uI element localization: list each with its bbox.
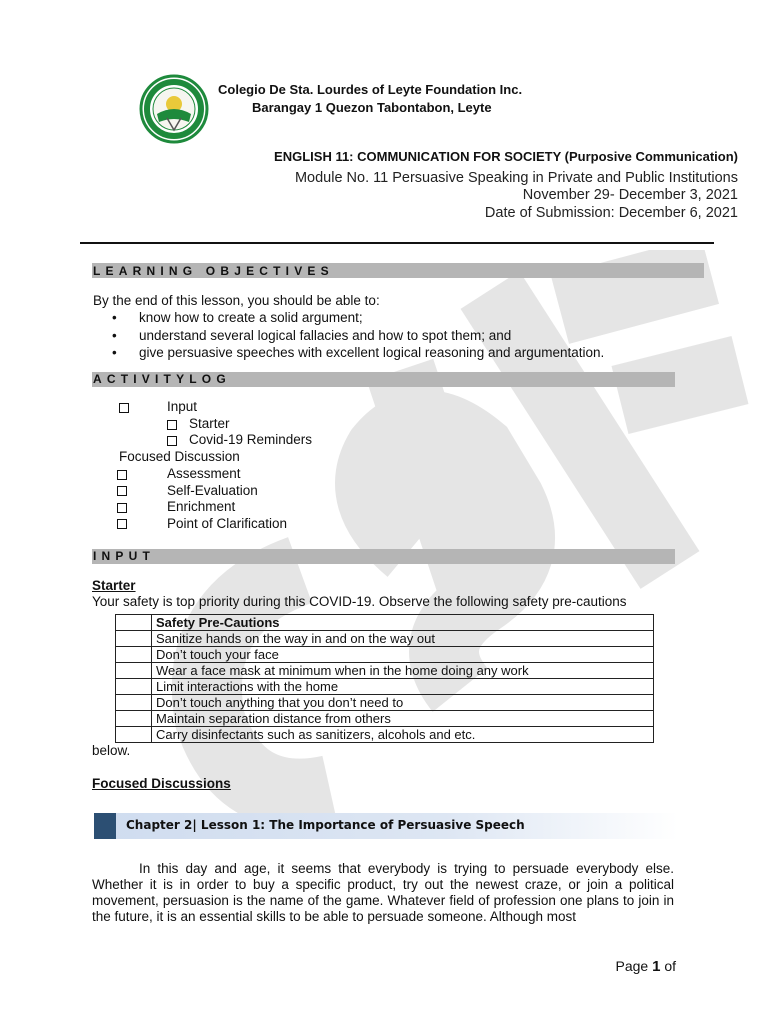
checkbox-covid-reminders[interactable]: [167, 434, 177, 449]
table-header-cell: Safety Pre-Cautions: [152, 615, 654, 631]
activity-sub-item: Covid-19 Reminders: [189, 432, 313, 447]
activity-item: Assessment: [167, 466, 241, 481]
table-row: [116, 647, 654, 663]
table-row: [116, 711, 654, 727]
table-header-row: [116, 615, 654, 631]
checkbox-point-of-clarification[interactable]: [117, 517, 127, 532]
checkbox-assessment[interactable]: [117, 468, 127, 483]
objectives-intro: By the end of this lesson, you should be able to:: [93, 293, 380, 308]
starter-text: Your safety is top priority during this COVID-19. Observe the following safety pre-cautions: [92, 594, 627, 609]
starter-heading: Starter: [92, 578, 136, 593]
safety-precautions-table: [115, 614, 654, 743]
table-cell: Don’t touch your face: [152, 647, 654, 663]
header-divider: [80, 242, 714, 244]
objective-item: • know how to create a solid argument;: [112, 310, 363, 325]
page-number: Page 1 of: [615, 958, 676, 975]
table-row: [116, 679, 654, 695]
school-address: Barangay 1 Quezon Tabontabon, Leyte: [252, 100, 492, 115]
activity-item: Enrichment: [167, 499, 236, 514]
checkbox-input[interactable]: [119, 401, 129, 416]
below-text: below.: [92, 743, 131, 758]
date-range: November 29- December 3, 2021: [522, 187, 738, 203]
table-cell: Maintain separation distance from others: [152, 711, 654, 727]
checkbox-self-evaluation[interactable]: [117, 484, 127, 499]
table-row: [116, 727, 654, 743]
submission-date: Date of Submission: December 6, 2021: [484, 205, 738, 221]
checkbox-enrichment[interactable]: [117, 501, 127, 516]
objective-item: • give persuasive speeches with excellent logical reasoning and argumentation.: [112, 345, 605, 360]
input-section-bar: [92, 549, 675, 564]
learning-objectives-title: LEARNING OBJECTIVES: [93, 264, 334, 278]
table-cell: Wear a face mask at minimum when in the home doing any work: [152, 663, 654, 679]
activity-log-title: ACTIVITYLOG: [93, 372, 231, 386]
checkbox-starter[interactable]: [167, 418, 177, 433]
body-paragraph: In this day and age, it seems that everybody is trying to persuade everybody else. Whether it is in order to buy a specific product, try out the newest craze, or join a political movement, persuasion is the name of the game. Whatever field of profession one plans to join in the future, it is an essential skills to be able to persuade someone. Although most: [92, 861, 674, 924]
table-row: [116, 663, 654, 679]
focused-discussions-heading: Focused Discussions: [92, 776, 231, 791]
chapter-title: Chapter 2| Lesson 1: The Importance of Persuasive Speech: [126, 818, 525, 832]
activity-input-label: Input: [167, 399, 198, 414]
activity-item: Point of Clarification: [167, 516, 288, 531]
course-title: ENGLISH 11: COMMUNICATION FOR SOCIETY (Purposive Communication): [274, 149, 738, 164]
table-cell: Sanitize hands on the way in and on the way out: [152, 631, 654, 647]
school-name: Colegio De Sta. Lourdes of Leyte Foundation Inc.: [218, 82, 523, 97]
table-cell: Limit interactions with the home: [152, 679, 654, 695]
focused-discussion-label: Focused Discussion: [119, 449, 240, 464]
table-row: [116, 631, 654, 647]
module-line: Module No. 11 Persuasive Speaking in Private and Public Institutions: [294, 170, 738, 186]
table-row: [116, 695, 654, 711]
activity-sub-item: Starter: [189, 416, 230, 431]
input-section-title: INPUT: [93, 549, 155, 563]
activity-item: Self-Evaluation: [167, 483, 258, 498]
chapter-banner-accent: [94, 813, 116, 839]
school-logo: [139, 74, 209, 144]
table-cell: Don’t touch anything that you don’t need to: [152, 695, 654, 711]
table-cell: Carry disinfectants such as sanitizers, alcohols and etc.: [152, 727, 654, 743]
objective-item: • understand several logical fallacies and how to spot them; and: [112, 328, 512, 343]
